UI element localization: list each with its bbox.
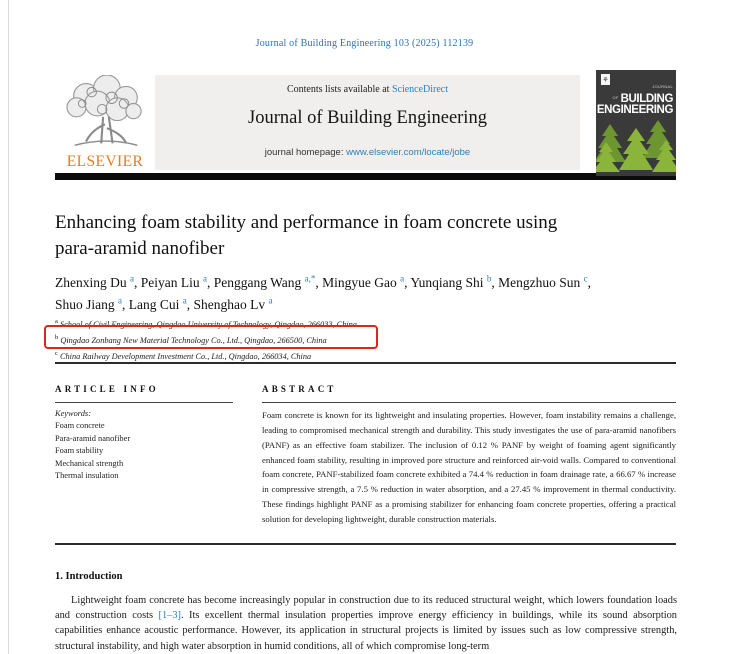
author: Lang Cui $^a$,: [128, 295, 191, 312]
header-divider-bar: [55, 173, 676, 180]
section-divider-top: [55, 362, 676, 364]
journal-header-box: [155, 75, 580, 170]
cover-journal-of: JOURNAL OF: [612, 84, 673, 100]
abstract-text: Foam concrete is known for its lightweight and insulating properties. However, foam instability remains a challenge, leading to compromised mechanical strength and durability. This study investigates the use of para-aramid nanofibers (PANF) as an effective foam stabilizer. The inclusion of 0.12 % PANF by weight of foaming agent significantly enhanced foam stability, resulting in improved pore structure and reinforced air-void walls. Compared to conventional foam concrete, PANF-stabilized foam concrete exhibited a 74.4 % reduction in foam drainage rate, a 66.67 % increase in compressive strength, a 7.5 % reduction in water absorption, and a 27.45 % improvement in thermal conductivity. These findings highlight PANF as a promising stabilizer for enhancing foam concrete properties, offering a practical solution for developing lightweight, durable construction materials.: [262, 410, 676, 524]
homepage-link[interactable]: www.elsevier.com/locate/jobe: [346, 147, 471, 158]
elsevier-tree-icon: [57, 75, 153, 151]
keywords-label: Keywords:: [55, 409, 91, 418]
keyword-item: Para-aramid nanofiber: [55, 433, 131, 443]
author: Shenghao Lv $^a$: [193, 295, 273, 312]
cover-elsevier-mark-icon: ⚘: [602, 75, 609, 84]
author-superscript: a,*: [304, 273, 316, 283]
affiliation-superscript: a: [55, 318, 58, 325]
affiliation-line-highlighted: $^b$ Qingdao Zonbang New Material Technology Co., Ltd., Qingdao, 266500, China: [55, 333, 327, 345]
keyword-item: Mechanical strength: [55, 458, 124, 468]
homepage-label: journal homepage:: [264, 147, 347, 158]
introduction-heading: 1. Introduction: [55, 571, 123, 582]
section-divider-bottom: [55, 543, 676, 545]
author: Shuo Jiang $^a$,: [55, 295, 126, 312]
keyword-items: [55, 420, 235, 482]
author-superscript: a: [118, 295, 123, 306]
author-superscript: a: [400, 273, 405, 283]
elsevier-wordmark: ELSEVIER: [66, 153, 144, 170]
article-info-rule: [55, 402, 233, 403]
sciencedirect-link[interactable]: ScienceDirect: [391, 84, 449, 95]
affiliation-highlight-box: [44, 325, 378, 349]
author: Yunqiang Shi $^b$,: [410, 273, 495, 290]
author-superscript: a: [182, 295, 187, 306]
author: Mingyue Gao $^a$,: [322, 273, 408, 290]
author-list: [55, 269, 623, 314]
article-info-heading: ARTICLE INFO: [55, 384, 159, 394]
author: Peiyan Liu $^a$,: [140, 273, 211, 290]
affiliation-superscript: c: [55, 349, 58, 357]
citation-link[interactable]: [1–3]: [158, 610, 181, 622]
affiliation-line: $^a$ School of Civil Engineering, Qingdao University of Technology, Qingdao, 266033, China: [55, 318, 357, 329]
author-superscript: a: [268, 295, 273, 306]
author-superscript: a: [203, 273, 207, 283]
keyword-item: Thermal insulation: [55, 471, 119, 481]
homepage-line: [155, 147, 580, 158]
author-superscript: a: [130, 273, 134, 283]
author: Penggang Wang $^{a,*}$,: [213, 273, 319, 290]
contents-label: Contents lists available at: [286, 84, 392, 95]
journal-title: Journal of Building Engineering: [248, 108, 487, 128]
keywords-block: [55, 408, 235, 482]
abstract-heading: ABSTRACT: [262, 384, 337, 394]
abstract-rule: [262, 402, 676, 403]
author: Mengzhuo Sun $^c$,: [498, 273, 592, 290]
author-superscript: b: [486, 273, 492, 283]
keyword-item: Foam concrete: [55, 421, 105, 431]
elsevier-logo[interactable]: [55, 74, 155, 172]
journal-cover[interactable]: [596, 70, 676, 176]
cover-trees-icon: [596, 110, 676, 172]
author-superscript: c: [583, 273, 588, 283]
contents-line: [155, 84, 580, 95]
affiliation-line: $^c$ China Railway Development Investment Co., Ltd., Qingdao, 266034, China: [55, 349, 312, 361]
affiliation-superscript: b: [55, 333, 59, 341]
keyword-item: Foam stability: [55, 446, 104, 456]
introduction-paragraph: Lightweight foam concrete has become increasingly popular in construction due to its reduced structural weight, which lowers foundation loads and construction costs [1–3]. Its excellent thermal insulation properties improve energy efficiency in buildings, while its sound absorption capabilities enhance acoustic performance. However, its application in structural projects is limited by issues such as low compressive strength, structural instability, and high water absorption in humid conditions, all of which compromise long-term: [55, 595, 677, 652]
cover-title: JOURNAL OF BUILDING ENGINEERING: [596, 84, 673, 116]
article-title: Enhancing foam stability and performance in foam concrete using para-aramid nanofiber: [55, 212, 558, 259]
author: Zhenxing Du $^a$,: [55, 273, 138, 290]
page-edge-line: [8, 0, 9, 654]
journal-reference: Journal of Building Engineering 103 (2025) 112139: [255, 38, 474, 49]
